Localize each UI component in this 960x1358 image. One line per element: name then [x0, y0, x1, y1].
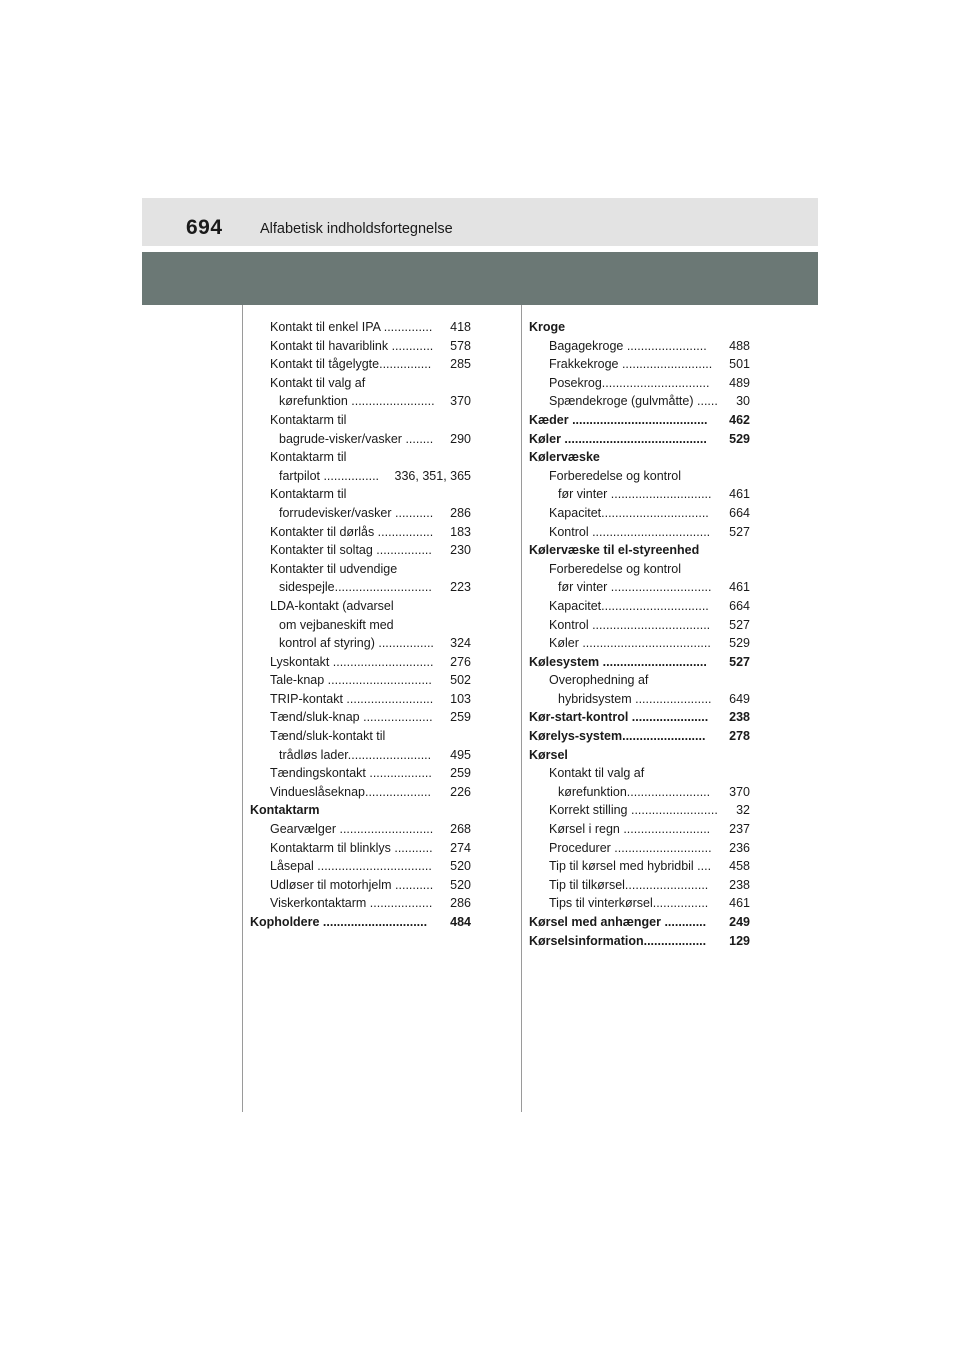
index-entry [250, 727, 471, 746]
index-entry [250, 523, 471, 542]
index-entry-page: 238 [727, 876, 750, 895]
index-entry [250, 411, 471, 430]
index-entry [529, 820, 750, 839]
index-entry [250, 374, 471, 393]
index-entry-text: Kontrol .................................. [549, 524, 711, 539]
index-entry [529, 764, 750, 783]
index-entry-text: Låsepal ................................. [270, 859, 432, 874]
index-entry-page: 458 [727, 857, 750, 876]
index-entry [529, 411, 750, 430]
index-entry-page: 664 [727, 597, 750, 616]
index-entry [250, 839, 471, 858]
index-entry [529, 634, 750, 653]
index-entry-page: 259 [448, 764, 471, 783]
index-entry [250, 857, 471, 876]
index-entry [250, 820, 471, 839]
index-entry-page: 461 [727, 578, 750, 597]
index-entry [529, 857, 750, 876]
index-entry-text: Køler ..................................... [549, 636, 711, 651]
index-entry [250, 597, 471, 616]
index-entry [250, 634, 471, 653]
index-entry-page: 268 [448, 820, 471, 839]
index-entry-page: 502 [448, 671, 471, 690]
index-entry-text: Kør-start-kontrol ...................... [529, 710, 709, 725]
index-entry [250, 876, 471, 895]
index-entry-text: kørefunktion........................ [558, 784, 711, 799]
index-entry [250, 783, 471, 802]
index-entry-page: 103 [448, 690, 471, 709]
index-entry-text: Kørelys-system........................ [529, 729, 706, 744]
index-entry-text: Kroge [529, 320, 566, 334]
index-entry [529, 523, 750, 542]
index-entry [250, 560, 471, 579]
index-entry-page: 236 [727, 839, 750, 858]
index-entry [529, 337, 750, 356]
index-entry-text: Posekrog............................... [549, 375, 710, 390]
index-entry-text: Kørsel med anhænger ............ [529, 915, 707, 929]
index-entry-page: 336, 351, 365 [393, 467, 471, 486]
index-column-left [250, 318, 471, 932]
index-entry-text: Kontaktarm til [270, 487, 347, 502]
index-entry-text: Tip til tilkørsel........................ [549, 877, 709, 892]
index-entry [250, 541, 471, 560]
index-entry [529, 392, 750, 411]
index-entry [529, 839, 750, 858]
index-entry-text: Kontakter til dørlås ................ [270, 524, 434, 539]
index-entry-text: Forberedelse og kontrol [549, 468, 682, 483]
index-entry-text: Udløser til motorhjelm ........... [270, 877, 434, 892]
index-entry-page: 501 [727, 355, 750, 374]
index-entry-text: Frakkekroge .......................... [549, 357, 713, 372]
header-band [142, 198, 818, 246]
index-entry [529, 430, 750, 449]
index-entry [250, 616, 471, 635]
index-entry-text: Kapacitet............................... [549, 598, 709, 613]
index-entry-text: Kontakt til havariblink ............ [270, 338, 434, 353]
index-entry-page: 461 [727, 894, 750, 913]
index-entry-text: forrudevisker/vasker ........... [279, 505, 434, 520]
index-entry-text: Tændingskontakt .................. [270, 766, 432, 781]
index-entry-text: Tips til vinterkørsel................ [549, 896, 709, 911]
header-dark-band [142, 252, 818, 305]
index-entry [250, 653, 471, 672]
index-entry [250, 392, 471, 411]
index-entry-text: Kontaktarm [250, 803, 320, 818]
index-entry [250, 746, 471, 765]
index-entry-page: 527 [727, 616, 750, 635]
index-entry-text: hybridsystem ...................... [558, 691, 712, 706]
index-entry [529, 374, 750, 393]
index-entry-text: trådløs lader........................ [279, 747, 432, 762]
index-entry-page: 223 [448, 578, 471, 597]
index-entry [529, 578, 750, 597]
index-entry [529, 541, 750, 560]
index-entry-text: kontrol af styring) ................ [279, 636, 434, 651]
index-entry-page: 286 [448, 504, 471, 523]
index-entry-text: Kapacitet............................... [549, 505, 709, 520]
index-entry-text: TRIP-kontakt ......................... [270, 691, 434, 706]
index-entry-text: Kontakt til enkel IPA .............. [270, 320, 433, 334]
index-entry-text: Procedurer ............................ [549, 840, 712, 855]
page-number: 694 [186, 216, 223, 239]
index-entry [529, 876, 750, 895]
index-entry-text: Tip til kørsel med hybridbil .... [549, 859, 712, 874]
index-entry-page: 276 [448, 653, 471, 672]
index-entry-text: Korrekt stilling ......................... [549, 803, 718, 818]
index-entry-page: 324 [448, 634, 471, 653]
index-entry-text: Kontaktarm til [270, 450, 347, 465]
index-entry-text: Kølervæske [529, 450, 600, 465]
index-entry-text: Kølesystem .............................. [529, 654, 707, 669]
index-entry-page: 129 [727, 932, 750, 951]
index-entry [529, 690, 750, 709]
index-entry-page: 489 [727, 374, 750, 393]
index-entry [529, 485, 750, 504]
index-entry-text: Kontaktarm til [270, 412, 347, 427]
index-entry-text: Kontaktarm til blinklys ........... [270, 840, 433, 855]
index-entry-text: Overophedning af [549, 673, 649, 688]
index-entry-text: fartpilot ................ [279, 468, 380, 483]
index-entry-page: 230 [448, 541, 471, 560]
left-column-rule [242, 305, 243, 1112]
index-entry-page: 237 [727, 820, 750, 839]
index-entry-page: 183 [448, 523, 471, 542]
index-entry-page: 274 [448, 839, 471, 858]
index-entry-page: 649 [727, 690, 750, 709]
index-entry-page: 495 [448, 746, 471, 765]
index-entry [250, 913, 471, 932]
index-entry-page: 32 [734, 801, 750, 820]
index-entry [529, 727, 750, 746]
index-entry [529, 913, 750, 932]
index-entry-text: Spændekroge (gulvmåtte) ...... [549, 394, 718, 409]
index-entry-text: Kørselsinformation.................. [529, 933, 707, 948]
index-entry-text: Kølervæske til el-styreenhed [529, 543, 700, 558]
index-entry-page: 461 [727, 485, 750, 504]
index-entry [250, 690, 471, 709]
index-entry-page: 30 [734, 392, 750, 411]
index-entry-page: 664 [727, 504, 750, 523]
index-entry-text: sidespejle............................ [279, 580, 432, 595]
index-entry [250, 894, 471, 913]
index-entry [250, 485, 471, 504]
index-entry-text: Tænd/sluk-knap .................... [270, 710, 433, 725]
index-entry [529, 708, 750, 727]
index-entry-page: 249 [727, 913, 750, 932]
index-entry-page: 578 [448, 337, 471, 356]
index-entry-text: Kontrol .................................. [549, 617, 711, 632]
index-entry [250, 708, 471, 727]
index-entry-text: Tale-knap .............................. [270, 673, 432, 688]
index-entry [529, 467, 750, 486]
index-entry [529, 783, 750, 802]
index-entry-page: 520 [448, 857, 471, 876]
index-entry-page: 285 [448, 355, 471, 374]
index-entry-page: 259 [448, 708, 471, 727]
index-entry [250, 504, 471, 523]
index-entry-text: Kæder ....................................... [529, 412, 708, 427]
index-entry-text: Kontakter til udvendige [270, 561, 398, 576]
index-entry-text: kørefunktion ........................ [279, 394, 435, 409]
index-entry [250, 467, 471, 486]
index-entry [250, 318, 471, 337]
index-entry-text: LDA-kontakt (advarsel [270, 598, 394, 613]
index-entry-page: 238 [727, 708, 750, 727]
index-entry [529, 801, 750, 820]
index-entry [529, 746, 750, 765]
index-entry-page: 226 [448, 783, 471, 802]
index-entry-text: om vejbaneskift med [279, 617, 394, 632]
middle-column-rule [521, 305, 522, 1112]
index-entry-text: Bagagekroge ....................... [549, 338, 707, 353]
index-entry-text: bagrude-visker/vasker ........ [279, 431, 434, 446]
index-entry [529, 560, 750, 579]
index-entry [250, 764, 471, 783]
index-entry [250, 671, 471, 690]
index-entry [529, 355, 750, 374]
index-entry [250, 578, 471, 597]
index-entry-text: Lyskontakt ............................. [270, 654, 434, 669]
index-entry [250, 355, 471, 374]
index-entry [529, 597, 750, 616]
index-entry-text: Kørsel [529, 747, 568, 762]
index-entry-text: Kontakt til tågelygte............... [270, 357, 432, 372]
index-entry-page: 527 [727, 523, 750, 542]
index-entry [529, 504, 750, 523]
index-entry [529, 932, 750, 951]
index-entry-text: Tænd/sluk-kontakt til [270, 729, 386, 744]
index-entry-page: 527 [727, 653, 750, 672]
index-entry [529, 616, 750, 635]
index-entry [529, 448, 750, 467]
index-entry-page: 529 [727, 634, 750, 653]
index-entry-text: før vinter ............................. [558, 487, 712, 502]
index-entry-text: Gearvælger ........................... [270, 822, 434, 837]
index-entry [250, 801, 471, 820]
index-entry [529, 671, 750, 690]
index-entry-page: 278 [727, 727, 750, 746]
index-entry-text: Forberedelse og kontrol [549, 561, 682, 576]
index-entry-text: Kontakter til soltag ................ [270, 543, 432, 558]
index-entry [250, 337, 471, 356]
index-entry-text: Kontakt til valg af [270, 375, 366, 390]
index-entry-page: 286 [448, 894, 471, 913]
index-entry-page: 488 [727, 337, 750, 356]
index-entry [529, 653, 750, 672]
index-entry-text: Køler ......................................... [529, 431, 707, 446]
index-entry-page: 484 [448, 913, 471, 932]
index-entry-page: 529 [727, 430, 750, 449]
index-entry-page: 418 [448, 318, 471, 337]
index-entry-page: 520 [448, 876, 471, 895]
index-entry-text: Kontakt til valg af [549, 766, 645, 781]
index-entry-page: 370 [448, 392, 471, 411]
index-entry-text: Kopholdere .............................. [250, 915, 428, 929]
section-title: Alfabetisk indholdsfortegnelse [260, 221, 453, 237]
index-entry [529, 894, 750, 913]
index-entry-page: 462 [727, 411, 750, 430]
index-column-right [529, 318, 750, 950]
index-entry [529, 318, 750, 337]
index-entry [250, 430, 471, 449]
index-entry [250, 448, 471, 467]
index-entry-page: 370 [727, 783, 750, 802]
index-entry-text: Vindueslåseknap................... [270, 784, 431, 799]
index-entry-text: før vinter ............................. [558, 580, 712, 595]
index-entry-text: Kørsel i regn ......................... [549, 822, 711, 837]
index-entry-text: Viskerkontaktarm .................. [270, 896, 433, 911]
index-entry-page: 290 [448, 430, 471, 449]
